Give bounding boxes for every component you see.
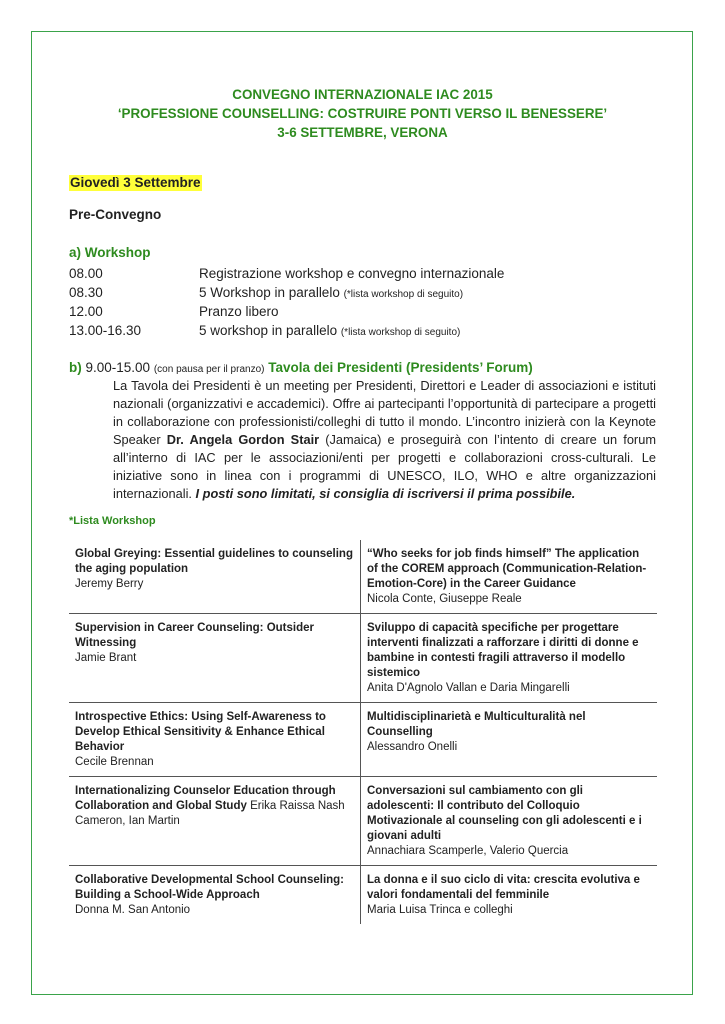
workshop-author: Anita D'Agnolo Vallan e Daria Mingarelli: [367, 682, 570, 694]
workshop-author: Donna M. San Antonio: [75, 904, 191, 916]
table-cell: [69, 777, 361, 865]
title-line-2: ‘PROFESSIONE COUNSELLING: COSTRUIRE PONTI VERSO IL BENESSERE’: [117, 106, 608, 121]
schedule-row: [69, 264, 504, 283]
document-title: [60, 85, 665, 142]
schedule-note: (*lista workshop di seguito): [343, 289, 464, 300]
workshop-title: Collaborative Developmental School Counseling: Building a School-Wide Approach: [75, 874, 345, 901]
table-cell: [69, 614, 361, 702]
workshop-author: Erika Raissa Nash Cameron, Ian Martin: [75, 800, 345, 827]
schedule-time: 08.00: [69, 266, 103, 281]
forum-time: 9.00-15.00: [85, 360, 151, 375]
table-cell: [361, 540, 653, 613]
forum-heading: [69, 359, 533, 379]
workshop-title: Internationalizing Counselor Education through Collaboration and Global Study: [75, 785, 336, 812]
day-heading: Giovedì 3 Settembre: [70, 175, 201, 190]
workshop-author: Maria Luisa Trinca e colleghi: [367, 904, 513, 916]
title-line-3: 3-6 SETTEMBRE, VERONA: [277, 125, 448, 140]
table-row: [69, 866, 657, 924]
schedule-row: [69, 321, 504, 340]
pre-convegno-heading: Pre-Convegno: [69, 207, 162, 222]
workshop-title: Introspective Ethics: Using Self-Awareness to Develop Ethical Sensitivity & Enhance Ethical Behavior: [75, 711, 326, 753]
schedule-text: Pranzo libero: [199, 304, 279, 319]
forum-description: [113, 377, 656, 503]
table-cell: [69, 703, 361, 776]
workshop-title: Conversazioni sul cambiamento con gli adolescenti: Il contributo del Colloquio Motivazionale al counseling con gli adolescenti e i giovani adulti: [367, 785, 642, 842]
table-row: [69, 703, 657, 777]
schedule-text: 5 workshop in parallelo: [199, 323, 341, 338]
workshop-title: Global Greying: Essential guidelines to counseling the aging population: [75, 548, 353, 575]
forum-title: Tavola dei Presidenti (Presidents’ Forum): [268, 360, 533, 375]
schedule-text: 5 Workshop in parallelo: [199, 285, 344, 300]
table-cell: [361, 777, 653, 865]
workshop-schedule: [69, 264, 504, 340]
schedule-row: [69, 302, 504, 321]
forum-para-1: La Tavola dei Presidenti è un meeting per Presidenti, Direttori e Leader di associazioni e istituti nazionali (organizzativi e accademici). Offre ai partecipanti l’opportunità di partecipare a progetti in collaborazione con professionisti/colleghi di tutto il mondo. L’incontro inizierà con la Keynote Speaker: [113, 378, 656, 447]
table-cell: [361, 614, 653, 702]
table-cell: [361, 703, 653, 776]
workshop-list-heading: *Lista Workshop: [69, 515, 156, 527]
title-line-1: CONVEGNO INTERNAZIONALE IAC 2015: [232, 87, 493, 102]
workshop-author: Cecile Brennan: [75, 756, 154, 768]
schedule-row: [69, 283, 504, 302]
schedule-time: 08.30: [69, 285, 103, 300]
workshop-heading: a) Workshop: [69, 245, 151, 260]
workshop-title: “Who seeks for job finds himself” The application of the COREM approach (Communication-Relation-Emotion-Core) in the Career Guidance: [367, 548, 647, 590]
table-row: [69, 614, 657, 703]
schedule-time: 13.00-16.30: [69, 323, 142, 338]
table-cell: [69, 866, 361, 924]
forum-closing-note: I posti sono limitati, si consiglia di iscriversi il prima possibile.: [195, 486, 576, 501]
workshop-title: Supervision in Career Counseling: Outsider Witnessing: [75, 622, 314, 649]
workshop-author: Annachiara Scamperle, Valerio Quercia: [367, 845, 569, 857]
table-row: [69, 777, 657, 866]
workshop-author: Alessandro Onelli: [367, 741, 458, 753]
workshop-title: La donna e il suo ciclo di vita: crescita evolutiva e valori fondamentali del femminile: [367, 874, 640, 901]
workshop-author: Jeremy Berry: [75, 578, 144, 590]
workshop-author: Jamie Brant: [75, 652, 137, 664]
schedule-note: (*lista workshop di seguito): [340, 327, 461, 338]
table-cell: [69, 540, 361, 613]
forum-note: (con pausa per il pranzo): [153, 364, 265, 375]
table-row: [69, 540, 657, 614]
workshop-title: Sviluppo di capacità specifiche per progettare interventi finalizzati a rafforzare i diritti di donne e bambine in contesti fragili attraverso il modello sistemico: [367, 622, 639, 679]
forum-letter: b): [69, 360, 82, 375]
forum-para-2: (Jamaica) e proseguirà con l’intento di creare un forum all’interno di IAC per le associazioni/enti per progetti e collaborazioni cross-culturali. Le iniziative sono in linea con i programmi di UNESCO, ILO, WHO e altre organizzazioni internazionali.: [113, 432, 656, 501]
schedule-text: Registrazione workshop e convegno internazionale: [199, 266, 505, 281]
workshop-title: Multidisciplinarietà e Multiculturalità nel Counselling: [367, 711, 586, 738]
workshop-author: Nicola Conte, Giuseppe Reale: [367, 593, 522, 605]
table-cell: [361, 866, 653, 924]
keynote-speaker: Dr. Angela Gordon Stair: [166, 432, 320, 447]
schedule-time: 12.00: [69, 304, 103, 319]
workshop-table: [69, 540, 657, 924]
